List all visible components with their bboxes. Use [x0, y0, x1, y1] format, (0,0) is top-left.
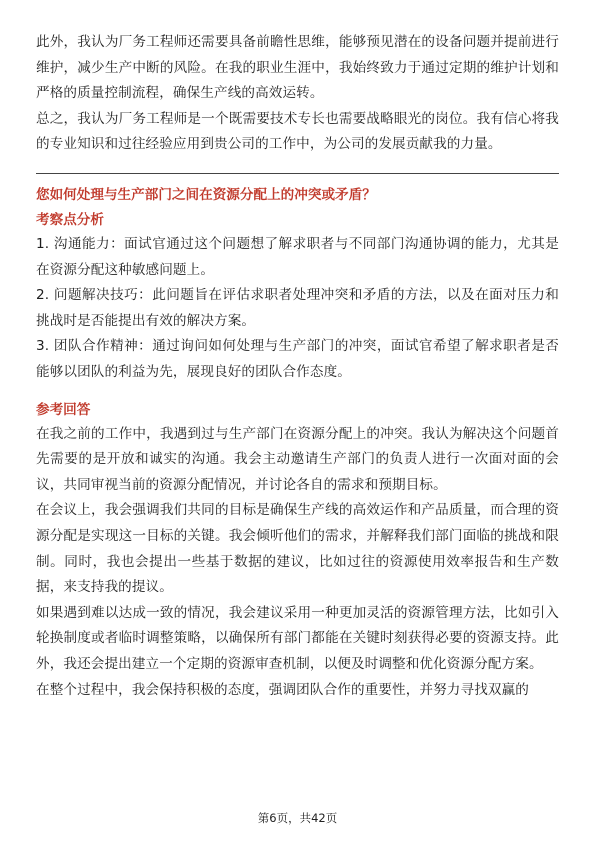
spacer [36, 386, 559, 398]
intro-paragraph-1: 此外，我认为厂务工程师还需要具备前瞻性思维，能够预见潜在的设备问题并提前进行维护，减少生产中断的风险。在我的职业生涯中，我始终致力于通过定期的维护计划和严格的质量控制流程，确保生产线的高效运转。 [36, 34, 559, 102]
page-footer: 第6页，共42页 [257, 811, 338, 825]
intro-section [36, 30, 559, 163]
answer-paragraph-3: 如果遇到难以达成一致的情况，我会建议采用一种更加灵活的资源管理方法，比如引入轮换制度或者临时调整策略，以确保所有部门都能在关键时刻获得必要的资源支持。此外，我还会提出建立一个定期的资源审查机制，以便及时调整和优化资源分配方案。 [36, 604, 559, 672]
document-page [36, 30, 559, 703]
intro-paragraph-2: 总之，我认为厂务工程师是一个既需要技术专长也需要战略眼光的岗位。我有信心将我的专业知识和过往经验应用到贵公司的工作中，为公司的发展贡献我的力量。 [36, 110, 559, 153]
answer-paragraph-1: 在我之前的工作中，我遇到过与生产部门在资源分配上的冲突。我认为解决这个问题首先需要的是开放和诚实的沟通。我会主动邀请生产部门的负责人进行一次面对面的会议，共同审视当前的资源分配情况，并讨论各自的需求和预期目标。 [36, 425, 559, 493]
question-heading: 您如何处理与生产部门之间在资源分配上的冲突或矛盾？ [36, 187, 376, 203]
analysis-point-2: 2. 问题解决技巧：此问题旨在评估求职者处理冲突和矛盾的方法，以及在面对压力和挑战时是否能提出有效的解决方案。 [36, 287, 559, 329]
answer-heading: 参考回答 [36, 401, 91, 418]
answer-body [36, 422, 559, 704]
section-divider [36, 173, 559, 174]
analysis-list [36, 232, 559, 386]
analysis-heading: 考察点分析 [36, 212, 104, 228]
answer-paragraph-4: 在整个过程中，我会保持积极的态度，强调团队合作的重要性，并努力寻找双赢的 [36, 681, 529, 698]
analysis-point-1: 1. 沟通能力：面试官通过这个问题想了解求职者与不同部门沟通协调的能力，尤其是在资源分配这种敏感问题上。 [36, 236, 559, 278]
analysis-point-3: 3. 团队合作精神：通过询问如何处理与生产部门的冲突，面试官希望了解求职者是否能够以团队的利益为先，展现良好的团队合作态度。 [36, 338, 559, 380]
answer-paragraph-2: 在会议上，我会强调我们共同的目标是确保生产线的高效运作和产品质量，而合理的资源分配是实现这一目标的关键。我会倾听他们的需求，并解释我们部门面临的挑战和限制。同时，我也会提出一些基于数据的建议，比如过往的资源使用效率报告和生产数据，来支持我的提议。 [36, 502, 559, 596]
